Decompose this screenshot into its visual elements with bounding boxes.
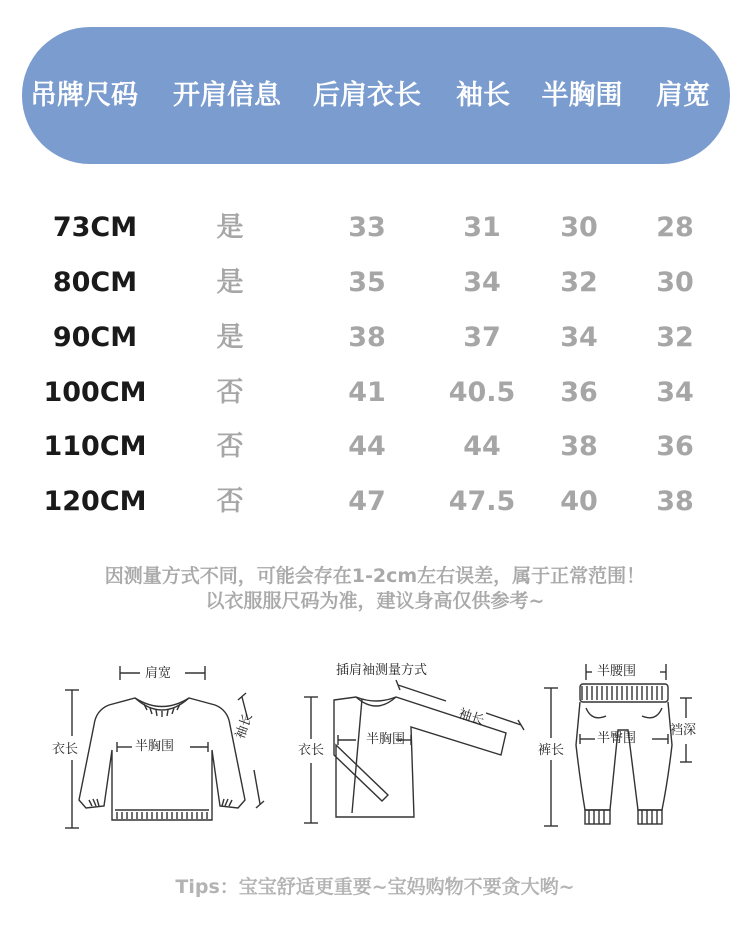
open-shoulder-cell: 是	[216, 322, 244, 353]
sweater-shoulder-label: 肩宽	[145, 666, 172, 681]
raglan-sleeve-label: 袖长	[456, 706, 486, 729]
table-row	[0, 258, 750, 308]
size-cell: 110CM	[43, 431, 147, 462]
open-shoulder-cell: 否	[216, 377, 244, 408]
sweater-sleeve-label: 袖长	[233, 711, 256, 742]
back-length-cell: 35	[348, 267, 386, 298]
header-open-shoulder: 开肩信息	[173, 80, 281, 111]
size-chart-header	[22, 27, 730, 164]
size-cell: 100CM	[43, 377, 147, 408]
back-length-cell: 38	[348, 322, 386, 353]
half-chest-cell: 40	[560, 486, 598, 517]
sleeve-length-cell: 40.5	[448, 377, 516, 408]
header-size-tag: 吊牌尺码	[30, 80, 138, 111]
header-sleeve-length: 袖长	[456, 80, 510, 111]
back-length-cell: 33	[348, 212, 386, 243]
sweater-length-label: 衣长	[52, 742, 79, 757]
table-row	[0, 203, 750, 253]
reference-note: 以衣服服尺码为准，建议身高仅供参考~	[205, 590, 545, 612]
size-cell: 73CM	[52, 212, 138, 243]
raglan-chest-label: 半胸围	[366, 732, 406, 747]
raglan-length-label: 衣长	[298, 743, 325, 758]
shoulder-width-cell: 32	[656, 322, 694, 353]
sleeve-length-cell: 31	[463, 212, 501, 243]
back-length-cell: 44	[348, 431, 386, 462]
half-chest-cell: 32	[560, 267, 598, 298]
sleeve-length-cell: 47.5	[448, 486, 516, 517]
shoulder-width-cell: 36	[656, 431, 694, 462]
open-shoulder-cell: 是	[216, 267, 244, 298]
header-half-chest: 半胸围	[541, 80, 623, 111]
half-chest-cell: 34	[560, 322, 598, 353]
size-cell: 90CM	[52, 322, 138, 353]
table-row	[0, 368, 750, 418]
pants-rise-label: 裆深	[670, 723, 697, 738]
pants-hip-label: 半臀围	[597, 731, 637, 746]
half-chest-cell: 36	[560, 377, 598, 408]
pants-length-label: 裤长	[538, 743, 565, 758]
half-chest-cell: 38	[560, 431, 598, 462]
shoulder-width-cell: 38	[656, 486, 694, 517]
raglan-diagram	[296, 675, 526, 825]
back-length-cell: 47	[348, 486, 386, 517]
shoulder-width-cell: 34	[656, 377, 694, 408]
header-shoulder-width: 肩宽	[656, 80, 710, 111]
open-shoulder-cell: 否	[216, 486, 244, 517]
shoulder-width-cell: 30	[656, 267, 694, 298]
table-row	[0, 313, 750, 363]
measurement-note: 因测量方式不同，可能会存在1-2cm左右误差，属于正常范围！	[104, 565, 646, 587]
header-back-length: 后肩衣长	[313, 80, 421, 111]
open-shoulder-cell: 是	[216, 212, 244, 243]
size-cell: 80CM	[52, 267, 138, 298]
sleeve-length-cell: 34	[463, 267, 501, 298]
sleeve-length-cell: 37	[463, 322, 501, 353]
open-shoulder-cell: 否	[216, 431, 244, 462]
back-length-cell: 41	[348, 377, 386, 408]
pants-waist-label: 半腰围	[597, 664, 637, 679]
shoulder-width-cell: 28	[656, 212, 694, 243]
size-cell: 120CM	[43, 486, 147, 517]
raglan-title: 插肩袖测量方式	[336, 663, 428, 678]
half-chest-cell: 30	[560, 212, 598, 243]
sleeve-length-cell: 44	[463, 431, 501, 462]
tips-text: Tips：宝宝舒适更重要~宝妈购物不要贪大哟~	[175, 876, 575, 898]
table-row	[0, 422, 750, 472]
table-row	[0, 477, 750, 527]
sweater-chest-label: 半胸围	[135, 739, 175, 754]
